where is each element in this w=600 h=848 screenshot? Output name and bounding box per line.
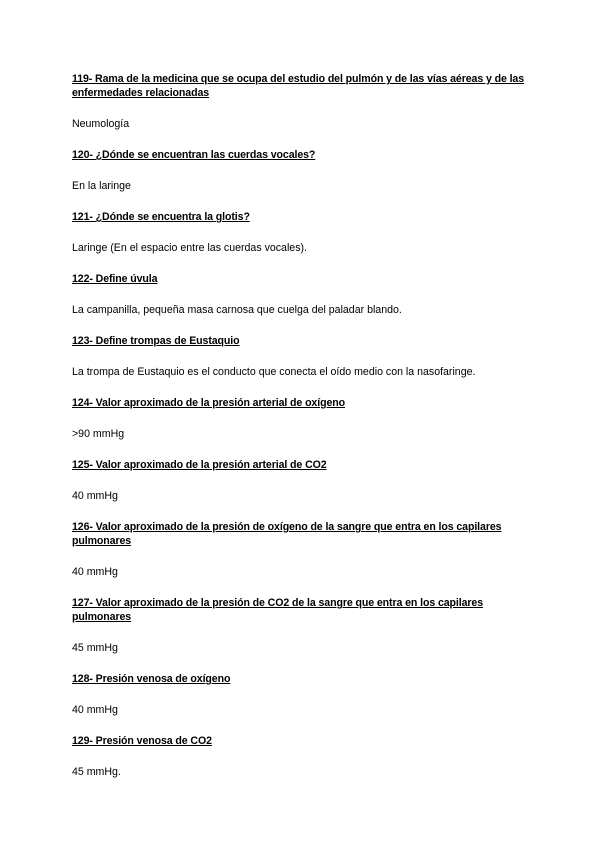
qa-item-122 bbox=[72, 272, 528, 317]
question-heading: 119- Rama de la medicina que se ocupa del estudio del pulmón y de las vías aéreas y de las enfermedades relacionadas bbox=[72, 73, 525, 99]
question-heading: 122- Define úvula bbox=[72, 273, 158, 285]
qa-item-126 bbox=[72, 520, 528, 579]
question-heading: 121- ¿Dónde se encuentra la glotis? bbox=[72, 211, 250, 223]
question-heading: 125- Valor aproximado de la presión arterial de CO2 bbox=[72, 459, 327, 471]
answer-text: 40 mmHg bbox=[72, 704, 118, 716]
question-heading: 123- Define trompas de Eustaquio bbox=[72, 335, 240, 347]
answer-text: >90 mmHg bbox=[72, 428, 125, 440]
qa-item-120 bbox=[72, 148, 528, 193]
qa-item-128 bbox=[72, 672, 528, 717]
qa-item-127 bbox=[72, 596, 528, 655]
question-heading: 127- Valor aproximado de la presión de CO2 de la sangre que entra en los capilares pulmonares bbox=[72, 597, 483, 623]
qa-item-124 bbox=[72, 396, 528, 441]
question-heading: 128- Presión venosa de oxígeno bbox=[72, 673, 231, 685]
qa-item-129 bbox=[72, 734, 528, 779]
qa-item-121 bbox=[72, 210, 528, 255]
question-heading: 124- Valor aproximado de la presión arterial de oxígeno bbox=[72, 397, 345, 409]
answer-text: La trompa de Eustaquio es el conducto que conecta el oído medio con la nasofaringe. bbox=[72, 366, 476, 378]
question-heading: 126- Valor aproximado de la presión de oxígeno de la sangre que entra en los capilares pulmonares bbox=[72, 521, 502, 547]
qa-item-123 bbox=[72, 334, 528, 379]
document-page bbox=[72, 72, 528, 796]
answer-text: 40 mmHg bbox=[72, 490, 118, 502]
answer-text: 45 mmHg bbox=[72, 642, 118, 654]
answer-text: La campanilla, pequeña masa carnosa que cuelga del paladar blando. bbox=[72, 304, 402, 316]
answer-text: Neumología bbox=[72, 118, 130, 130]
qa-item-119 bbox=[72, 72, 528, 131]
answer-text: 40 mmHg bbox=[72, 566, 118, 578]
question-heading: 120- ¿Dónde se encuentran las cuerdas vocales? bbox=[72, 149, 316, 161]
qa-item-125 bbox=[72, 458, 528, 503]
answer-text: En la laringe bbox=[72, 180, 131, 192]
answer-text: Laringe (En el espacio entre las cuerdas vocales). bbox=[72, 242, 307, 254]
question-heading: 129- Presión venosa de CO2 bbox=[72, 735, 212, 747]
answer-text: 45 mmHg. bbox=[72, 766, 121, 778]
